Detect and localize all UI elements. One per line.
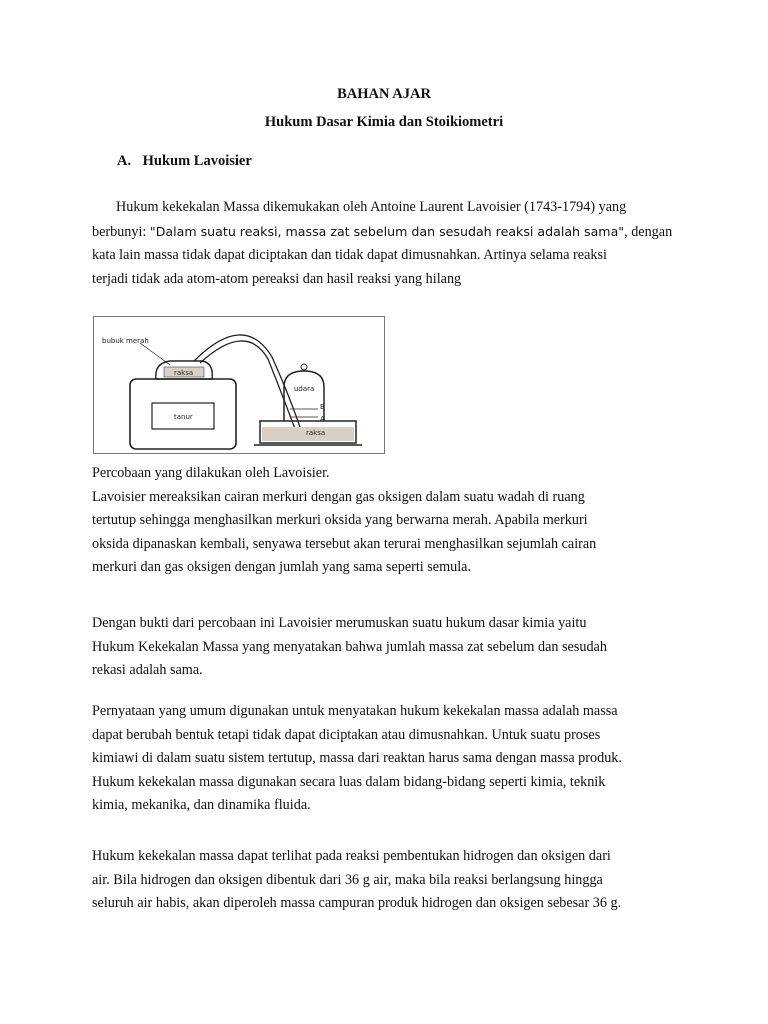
paragraph-line: Lavoisier mereaksikan cairan merkuri dengan gas oksigen dalam suatu wadah di ruang — [92, 488, 585, 505]
paragraph-example — [92, 845, 692, 916]
paragraph-line: dapat berubah bentuk tetapi tidak dapat diciptakan atau dimusnahkan. Untuk suatu proses — [92, 726, 601, 743]
paragraph-line: Dengan bukti dari percobaan ini Lavoisier merumuskan suatu hukum dasar kimia yaitu — [92, 615, 587, 631]
quote-prefix: berbunyi: — [92, 223, 150, 240]
label-udara: udara — [294, 385, 315, 393]
paragraph-experiment — [92, 462, 692, 580]
paragraph-line: kimia, mekanika, dan dinamika fluida. — [92, 797, 311, 813]
paragraph-line: Pernyataan yang umum digunakan untuk menyatakan hukum kekekalan massa adalah massa — [92, 703, 618, 719]
paragraph-line: air. Bila hidrogen dan oksigen dibentuk dari 36 g air, maka bila reaksi berlangsung hingga — [92, 871, 603, 888]
paragraph-line: Hukum kekekalan massa digunakan secara luas dalam bidang-bidang seperti kimia, teknik — [92, 773, 606, 790]
label-tanur: tanur — [174, 413, 193, 421]
paragraph-conclusion — [92, 612, 692, 683]
quoted-law: "Dalam suatu reaksi, massa zat sebelum dan sesudah reaksi adalah sama" — [149, 223, 625, 239]
label-raksa-retort: raksa — [174, 369, 194, 377]
label-raksa-trough: raksa — [306, 429, 326, 437]
paragraph-line: Hukum Kekekalan Massa yang menyatakan bahwa jumlah massa zat sebelum dan sesudah — [92, 638, 607, 655]
document-subtitle: Hukum Dasar Kimia dan Stoikiometri — [264, 114, 504, 130]
paragraph-line: kimiawi di dalam suatu sistem tertutup, massa dari reaktan harus sama dengan massa produk. — [92, 750, 622, 766]
section-title: Hukum Lavoisier — [142, 153, 252, 169]
figure-caption: Percobaan yang dilakukan oleh Lavoisier. — [92, 465, 330, 481]
label-bubuk-merah: bubuk merah — [102, 337, 149, 345]
lavoisier-experiment-figure — [93, 316, 385, 454]
section-number: A. — [117, 153, 132, 169]
paragraph-line: rekasi adalah sama. — [92, 662, 203, 678]
label-a: A — [320, 415, 325, 423]
paragraph-intro — [92, 196, 692, 291]
paragraph-line: seluruh air habis, akan diperoleh massa campuran produk hidrogen dan oksigen sebesar 36 g. — [92, 895, 622, 911]
paragraph-line — [92, 220, 692, 245]
paragraph-line: kata lain massa tidak dapat diciptakan dan tidak dapat dimusnahkan. Artinya selama reaksi — [92, 247, 607, 263]
document-title: BAHAN AJAR — [337, 86, 431, 102]
paragraph-line: oksida dipanaskan kembali, senyawa tersebut akan terurai menghasilkan sejumlah cairan — [92, 535, 597, 552]
quote-suffix: , dengan — [624, 223, 673, 240]
paragraph-line: tertutup sehingga menghasilkan merkuri oksida yang berwarna merah. Apabila merkuri — [92, 512, 588, 528]
paragraph-statement — [92, 700, 692, 818]
paragraph-line: Hukum kekekalan Massa dikemukakan oleh Antoine Laurent Lavoisier (1743-1794) yang — [116, 199, 627, 215]
paragraph-line: merkuri dan gas oksigen dengan jumlah yang sama seperti semula. — [92, 559, 472, 575]
section-heading — [117, 153, 252, 170]
paragraph-line: Hukum kekekalan massa dapat terlihat pada reaksi pembentukan hidrogen dan oksigen dari — [92, 848, 611, 864]
label-b: B — [320, 403, 325, 411]
experiment-diagram — [94, 317, 384, 453]
paragraph-line: terjadi tidak ada atom-atom pereaksi dan hasil reaksi yang hilang — [92, 270, 462, 287]
